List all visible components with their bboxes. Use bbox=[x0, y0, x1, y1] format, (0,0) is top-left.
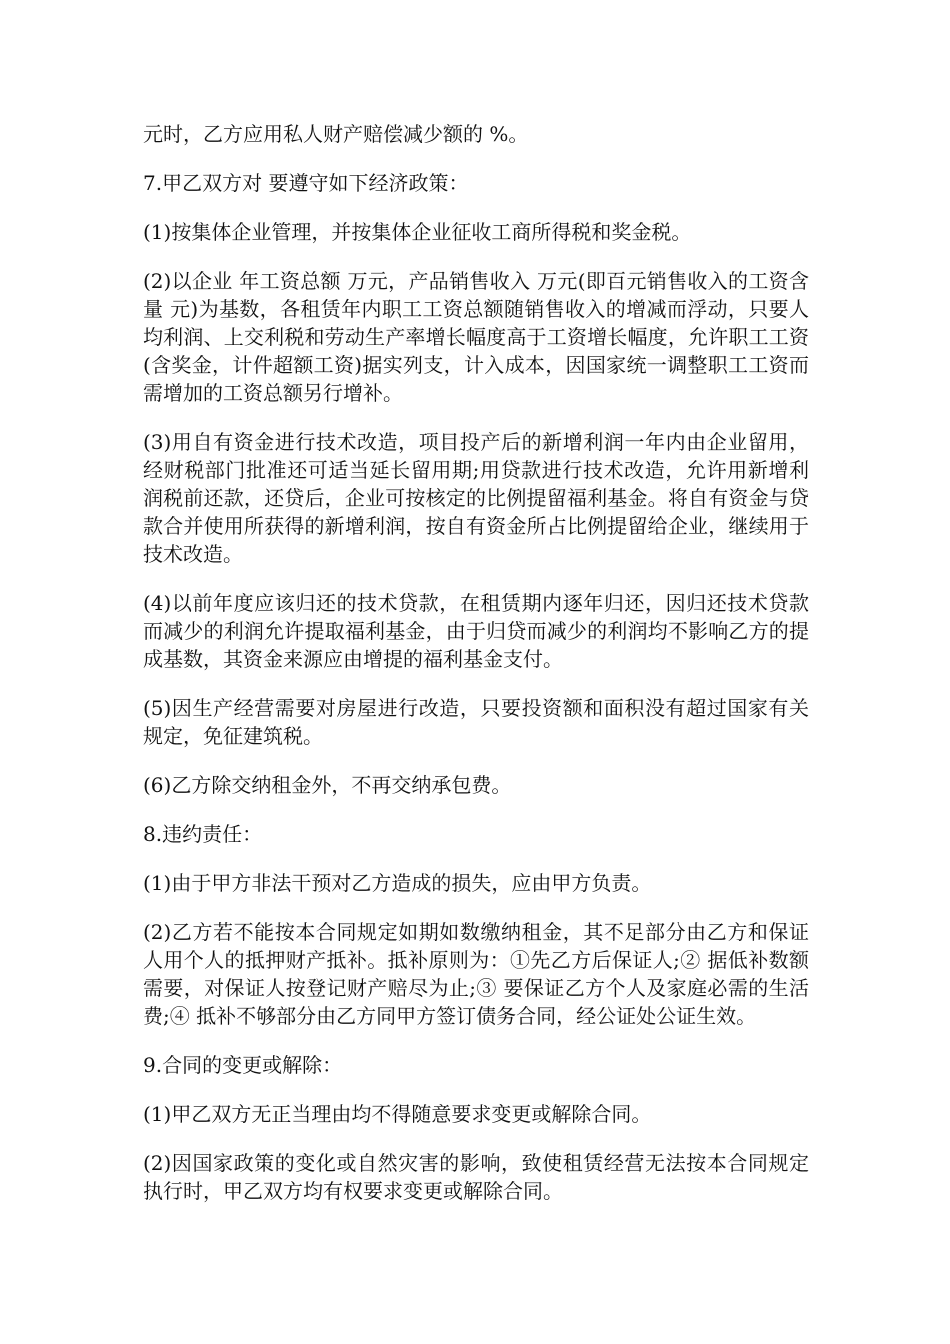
section-7-item-6: (6)乙方除交纳租金外，不再交纳承包费。 bbox=[143, 773, 512, 797]
section-9-item-1: (1)甲乙双方无正当理由均不得随意要求变更或解除合同。 bbox=[143, 1102, 652, 1126]
paragraph-compensation-percent: 元时，乙方应用私人财产赔偿减少额的 %。 bbox=[143, 122, 529, 146]
section-9-item-2: (2)因国家政策的变化或自然灾害的影响，致使租赁经营无法按本合同规定执行时，甲乙双方均有权要求变更或解除合同。 bbox=[143, 1151, 809, 1203]
section-7-item-1: (1)按集体企业管理，并按集体企业征收工商所得税和奖金税。 bbox=[143, 220, 692, 244]
section-7-item-3: (3)用自有资金进行技术改造，项目投产后的新增利润一年内由企业留用，经财税部门批准还可适当延长留用期;用贷款进行技术改造，允许用新增利润税前还款，还贷后，企业可按核定的比例提留福利基金。将自有资金与贷款合并使用所获得的新增利润，按自有资金所占比例提留给企业，继续用于技术改造。 bbox=[143, 430, 809, 566]
section-8-item-1: (1)由于甲方非法干预对乙方造成的损失，应由甲方负责。 bbox=[143, 871, 652, 895]
section-7-item-4: (4)以前年度应该归还的技术贷款，在租赁期内逐年归还，因归还技术贷款而减少的利润允许提取福利基金，由于归贷而减少的利润均不影响乙方的提成基数，其资金来源应由增提的福利基金支付。 bbox=[143, 591, 809, 671]
section-8-item-2: (2)乙方若不能按本合同规定如期如数缴纳租金，其不足部分由乙方和保证人用个人的抵押财产抵补。抵补原则为：①先乙方后保证人;② 据低补数额需要，对保证人按登记财产赔尽为止;③ 要保证乙方个人及家庭必需的生活费;④ 抵补不够部分由乙方同甲方签订债务合同，经公证处公证生效。 bbox=[143, 920, 809, 1028]
section-8-heading: 8.违约责任： bbox=[143, 822, 263, 846]
document-body bbox=[143, 120, 809, 1226]
section-7-item-5: (5)因生产经营需要对房屋进行改造，只要投资额和面积没有超过国家有关规定，免征建筑税。 bbox=[143, 696, 809, 748]
section-7-item-2: (2)以企业 年工资总额 万元，产品销售收入 万元(即百元销售收入的工资含量 元)为基数，各租赁年内职工工资总额随销售收入的增减而浮动，只要人均利润、上交利税和劳动生产率增长幅度高于工资增长幅度，允许职工工资(含奖金，计件超额工资)据实列支，计入成本，因国家统一调整职工工资而需增加的工资总额另行增补。 bbox=[143, 269, 809, 405]
section-7-heading: 7.甲乙双方对 要遵守如下经济政策： bbox=[143, 171, 469, 195]
section-9-heading: 9.合同的变更或解除： bbox=[143, 1053, 343, 1077]
